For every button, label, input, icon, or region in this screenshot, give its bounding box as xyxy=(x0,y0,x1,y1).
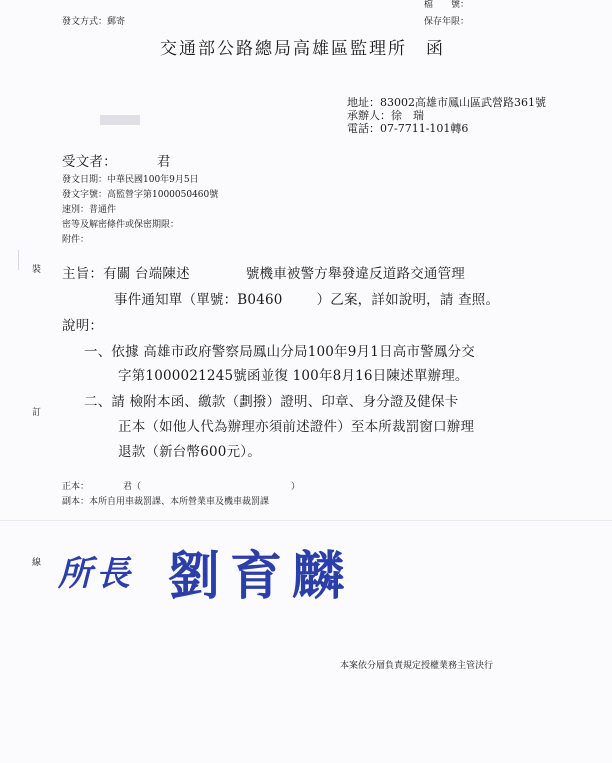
recipient xyxy=(62,150,171,170)
contact-person: 承辦人：徐 瑞 xyxy=(347,109,424,122)
explanation-item-1-line-2: 字第1000021245號函並復 100年8月16日陳述單辦理。 xyxy=(118,368,469,384)
explanation-item-2-line-2: 正本（如他人代為辦理亦須前述證件）至本所裁罰窗口辦理 xyxy=(118,419,475,435)
explanation-item-2-line-3: 退款（新台幣600元）。 xyxy=(118,444,261,460)
file-number-label: 檔 號： xyxy=(424,0,470,10)
margin-mark-3: 線 xyxy=(32,558,42,568)
recipient-suffix: 君 xyxy=(156,154,171,170)
fold-line xyxy=(0,520,612,521)
explanation-item-2-line-1: 二、請 檢附本函、繳款（劃撥）證明、印章、身分證及健保卡 xyxy=(84,394,459,410)
address: 地址：83002高雄市鳳山區武營路361號 xyxy=(347,96,546,109)
issue-date: 發文日期：中華民國100年9月5日 xyxy=(62,175,199,185)
subject-line-1: 主旨：有關 台端陳述 號機車被警方舉發違反道路交通管理 xyxy=(62,266,466,282)
subject-line-2: 事件通知單（單號：B0460 ）乙案，詳如說明，請 查照。 xyxy=(114,292,500,308)
speed-class: 速別：普通件 xyxy=(62,205,117,215)
contact-phone: 電話：07-7711-101轉6 xyxy=(347,122,469,135)
explanation-label: 說明： xyxy=(62,318,104,334)
retention-label: 保存年限： xyxy=(424,17,470,27)
document-title: 交通部公路總局高雄區監理所 函 xyxy=(160,39,445,59)
classification: 密等及解密條件或保密期限： xyxy=(62,220,180,230)
attachments: 附件： xyxy=(62,235,90,245)
redaction-smudge xyxy=(100,115,140,125)
margin-mark-2: 訂 xyxy=(32,408,42,418)
director-name-stamp: 劉育麟 xyxy=(168,546,355,607)
dispatch-method: 發文方式：郵寄 xyxy=(62,17,126,27)
issue-number: 發文字號：高監營字第1000050460號 xyxy=(62,190,219,200)
copy-recipients: 副本：本所自用車裁罰課、本所營業車及機車裁罰課 xyxy=(62,497,270,507)
authorization-note: 本案依分層負責規定授權業務主管決行 xyxy=(340,661,494,671)
margin-line xyxy=(18,250,19,270)
original-copy: 正本： 君（ ） xyxy=(62,482,301,492)
recipient-label: 受文者： xyxy=(62,154,117,170)
director-title-stamp: 所長 xyxy=(58,554,134,594)
explanation-item-1-line-1: 一、依據 高雄市政府警察局鳳山分局100年9月1日高市警鳳分交 xyxy=(84,344,475,360)
margin-mark-1: 裝 xyxy=(32,265,42,275)
